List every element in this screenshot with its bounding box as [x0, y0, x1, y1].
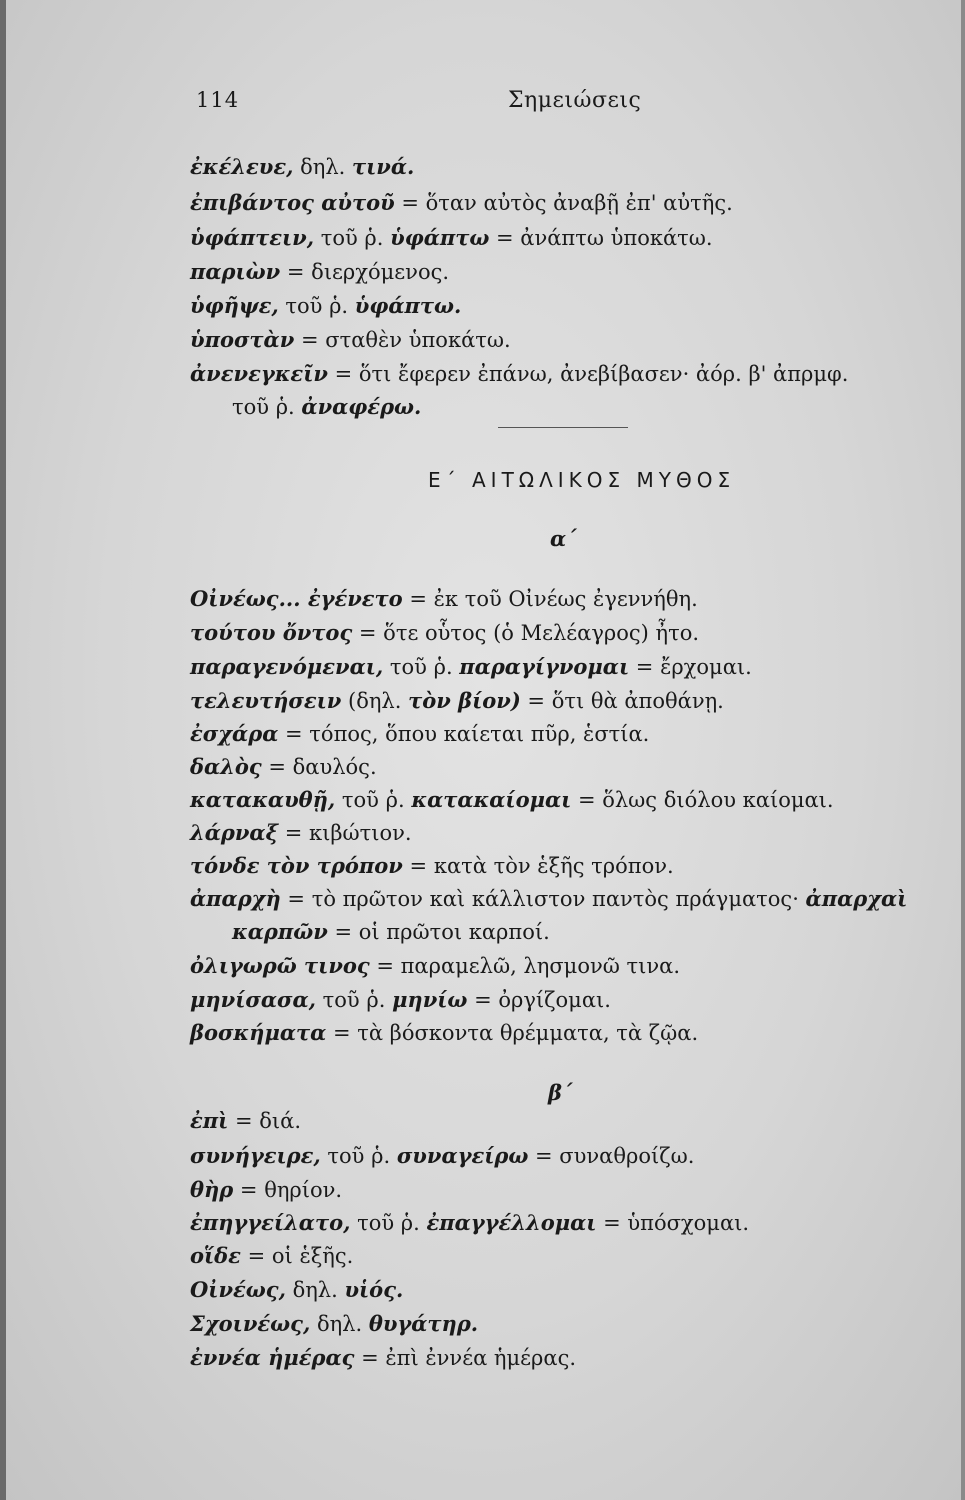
gloss-entry-continuation: τοῦ ῥ. ἀναφέρω.	[232, 394, 422, 419]
gloss-entry: μηνίσασα, τοῦ ῥ. μηνίω = ὀργίζομαι.	[190, 987, 611, 1012]
subsection-a: α΄	[550, 526, 577, 551]
gloss-entry: Σχοινέως, δηλ. θυγάτηρ.	[190, 1311, 479, 1336]
gloss-entry: οἵδε = οἱ ἑξῆς.	[190, 1243, 354, 1268]
gloss-entry: ἐννέα ἡμέρας = ἐπὶ ἐννέα ἡμέρας.	[190, 1345, 577, 1370]
section-divider	[498, 427, 628, 428]
gloss-entry: θὴρ = θηρίον.	[190, 1177, 343, 1202]
running-title: Σημειώσεις	[508, 88, 642, 113]
gloss-entry: λάρναξ = κιβώτιον.	[190, 820, 412, 845]
gloss-entry: Οἰνέως, δηλ. υἱός.	[190, 1277, 404, 1302]
gloss-entry: τούτου ὄντος = ὅτε οὗτος (ὁ Μελέαγρος) ἦτο.	[190, 620, 700, 645]
gloss-entry: ἐσχάρα = τόπος, ὅπου καίεται πῦρ, ἑστία.	[190, 721, 650, 746]
gloss-entry: ὑποστὰν = σταθὲν ὑποκάτω.	[190, 327, 511, 352]
gloss-entry-continuation: καρπῶν = οἱ πρῶτοι καρποί.	[232, 919, 550, 944]
gloss-entry: ὑφῆψε, τοῦ ῥ. ὑφάπτω.	[190, 293, 462, 318]
gloss-entry: ὑφάπτειν, τοῦ ῥ. ὑφάπτω = ἀνάπτω ὑποκάτω.	[190, 225, 713, 250]
gloss-entry: δαλὸς = δαυλός.	[190, 754, 377, 779]
gloss-entry: ἐπηγγείλατο, τοῦ ῥ. ἐπαγγέλλομαι = ὑπόσχομαι.	[190, 1210, 750, 1235]
gloss-entry: τόνδε τὸν τρόπον = κατὰ τὸν ἑξῆς τρόπον.	[190, 853, 674, 878]
page-edge-left	[0, 0, 6, 1500]
section-title: Ε΄ ΑΙΤΩΛΙΚΟΣ ΜΥΘΟΣ	[428, 468, 736, 492]
gloss-entry: ἀνενεγκεῖν = ὅτι ἔφερεν ἐπάνω, ἀνεβίβασεν· ἀόρ. β' ἀπρμφ.	[190, 361, 849, 386]
subsection-b: β΄	[548, 1080, 573, 1105]
gloss-entry: ἐκέλευε, δηλ. τινά.	[190, 154, 415, 179]
page-edge-right	[961, 0, 965, 1500]
gloss-entry: συνήγειρε, τοῦ ῥ. συναγείρω = συναθροίζω.	[190, 1143, 695, 1168]
gloss-entry: παραγενόμεναι, τοῦ ῥ. παραγίγνομαι = ἔρχομαι.	[190, 654, 752, 679]
gloss-entry: ἐπιβάντος αὐτοῦ = ὅταν αὐτὸς ἀναβῇ ἐπ' αὐτῆς.	[190, 190, 733, 215]
gloss-entry: κατακαυθῇ, τοῦ ῥ. κατακαίομαι = ὅλως διόλου καίομαι.	[190, 787, 834, 812]
page-number: 114	[196, 88, 240, 112]
gloss-entry: ἐπὶ = διά.	[190, 1108, 301, 1133]
gloss-entry: ἀπαρχὴ = τὸ πρῶτον καὶ κάλλιστον παντὸς πράγματος· ἀπαρχαὶ	[190, 886, 908, 911]
gloss-entry: παριὼν = διερχόμενος.	[190, 259, 450, 284]
page-header	[0, 88, 965, 128]
gloss-entry: τελευτήσειν (δηλ. τὸν βίον) = ὅτι θὰ ἀποθάνῃ.	[190, 688, 724, 713]
gloss-entry: Οἰνέως... ἐγένετο = ἐκ τοῦ Οἰνέως ἐγεννήθη.	[190, 586, 698, 611]
gloss-entry: ὀλιγωρῶ τινος = παραμελῶ, λησμονῶ τινα.	[190, 953, 681, 978]
gloss-entry: βοσκήματα = τὰ βόσκοντα θρέμματα, τὰ ζῷα.	[190, 1020, 699, 1045]
